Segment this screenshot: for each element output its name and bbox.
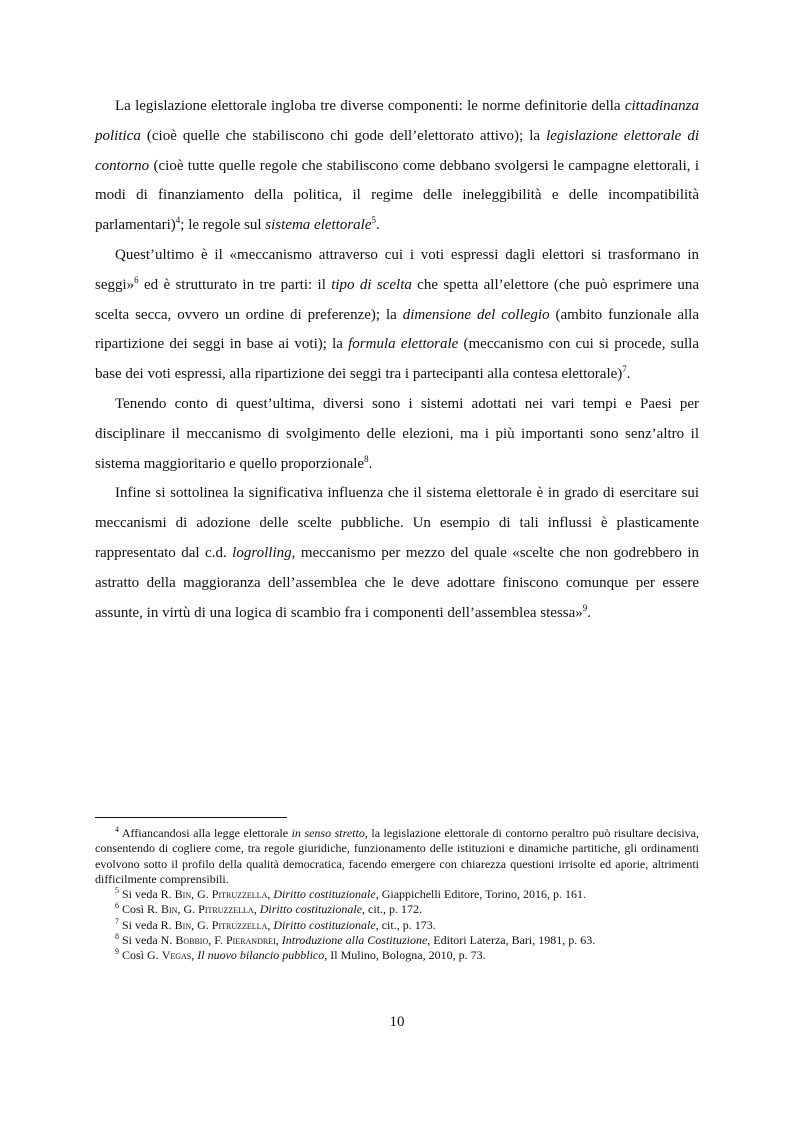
text-run: Così G. [119,948,162,963]
text-run: , G. [191,887,212,902]
text-run: , meccanismo per mezzo del quale «scelte che non godrebbero in astratto della maggioranza dell’assemblea che le deve adottare finiscono comunque per essere assunte, in virtù di una logica di scambio fra i componenti dell’assemblea stessa» [95,544,699,621]
footnote-separator [95,817,287,818]
author-name: Pitruzzella [211,917,268,932]
text-run: , cit., p. 173. [375,917,436,932]
paragraph-2 [95,241,699,390]
footnote-ref[interactable]: 4 [175,215,181,226]
italic-term: in senso stretto [291,826,365,840]
footnote-9 [95,948,699,963]
author-name: Pitruzzella [211,887,268,902]
text-run: Si veda R. [119,917,175,932]
text-run: , G. [177,902,199,917]
author-name: Bin [174,887,192,902]
footnote-number: 8 [115,932,119,942]
footnote-6 [95,902,699,917]
book-title: Diritto costituzionale [259,902,363,917]
text-run: che spetta all’elettore (che può esprimere una scelta secca, ovvero un ordine di preferenze); la [95,276,699,323]
text-run: , [191,948,198,963]
footnote-5 [95,887,699,902]
footnote-ref[interactable]: 9 [582,602,588,613]
text-run: . [587,604,592,621]
author-name: Pitruzzella [198,902,254,917]
paragraph-4 [95,479,699,628]
text-run: (meccanismo con cui si procede, sulla base dei voti espressi, alla ripartizione dei seggi tra i partecipanti alla contesa elettorale) [95,336,699,383]
author-name: Vegas [161,948,192,963]
text-run: . [368,455,373,472]
text-run: Tenendo conto di quest’ultima, diversi sono i sistemi adottati nei vari tempi e Paesi per disciplinare il meccanismo di svolgimento delle elezioni, ma i più importanti sono senz’altro il sistema maggioritario e quello proporzionale [95,395,699,472]
text-run: (ambito funzionale alla ripartizione dei seggi in base ai voti); la [95,306,700,353]
author-name: Pierandrei [225,933,276,948]
paragraph-1 [95,92,699,241]
text-run: Quest’ultimo è il «meccanismo attraverso cui i voti espressi dagli elettori si trasformano in seggi» [95,246,699,293]
footnote-number: 6 [115,901,119,911]
italic-term: cittadinanza politica [95,98,699,144]
text-run: , Giappichelli Editore, Torino, 2016, p. 161. [375,887,586,902]
author-name: Bin [174,917,192,932]
footnote-8 [95,933,699,948]
footnote-ref[interactable]: 6 [134,274,139,285]
footnote-ref[interactable]: 8 [364,453,369,464]
footnote-ref[interactable]: 7 [622,364,627,375]
footnote-4 [95,826,699,887]
book-title: Il nuovo bilancio pubblico [197,948,325,963]
italic-term: dimensione del collegio [402,306,550,323]
footnote-7 [95,918,699,933]
page-number: 10 [389,1014,405,1030]
italic-term: legislazione elettorale di contorno [95,127,699,174]
book-title: Diritto costituzionale [273,887,376,902]
text-run: , [267,887,274,902]
text-run: Così R. [119,902,162,917]
text-run: , [275,933,282,948]
text-run: ; le regole sul [180,217,266,234]
author-name: Bobbio [175,933,209,948]
text-run: . [376,217,380,234]
footnote-number: 5 [115,886,119,896]
text-run: , [253,902,260,917]
text-run: , Il Mulino, Bologna, 2010, p. 73. [324,948,486,963]
text-run: , F. [208,933,226,948]
book-title: Diritto costituzionale [273,917,376,932]
footnote-ref[interactable]: 5 [371,215,377,226]
footnote-number: 7 [115,916,119,926]
text-run: La legislazione elettorale ingloba tre diverse componenti: le norme definitorie della [115,98,625,114]
italic-term: formula elettorale [348,336,459,353]
text-run: (cioè quelle che stabiliscono chi gode dell’elettorato attivo); la [140,127,547,144]
text-run: , cit., p. 172. [362,902,423,917]
text-run: Si veda R. [119,887,175,902]
book-title: Introduzione alla Costituzione [281,933,428,948]
text-run: Affiancandosi alla legge elettorale [119,826,292,840]
author-name: Bin [161,902,178,917]
text-run: , la legislazione elettorale di contorno peraltro può risultare decisiva, consentendo di cogliere come, tra regole giuridiche, funzionamento delle istituzioni e dinamiche partitiche, gli ordinamenti evolvono sotto il profilo della qualità democratica, facendo emergere con chiarezza questioni irrisolte ed aporie, altrimenti difficilmente comprensibili. [95,826,699,886]
text-run: (cioè tutte quelle regole che stabiliscono come debbano svolgersi le campagne elettorali, i modi di finanziamento della politica, il regime delle ineleggibilità e delle incompatibilità parlamentari) [95,157,699,234]
footnote-number: 9 [115,947,119,957]
paragraph-3 [95,390,699,479]
italic-term: sistema elettorale [265,217,372,234]
text-run: . [626,366,631,383]
text-run: , Editori Laterza, Bari, 1981, p. 63. [427,933,596,948]
text-run: Infine si sottolinea la significativa influenza che il sistema elettorale è in grado di esercitare sui meccanismi di adozione delle scelte pubbliche. Un esempio di tali influssi è plasticamente rappresentato dal c.d. [95,485,699,561]
footnote-number: 4 [115,825,119,834]
italic-term: tipo di scelta [331,276,412,293]
body-text [95,92,699,628]
text-run: , [267,917,274,932]
text-run: , G. [191,917,212,932]
text-run: ed è strutturato in tre parti: il [138,276,332,293]
italic-term: logrolling [232,544,292,561]
footnotes [95,826,699,964]
text-run: Si veda N. [119,933,176,948]
